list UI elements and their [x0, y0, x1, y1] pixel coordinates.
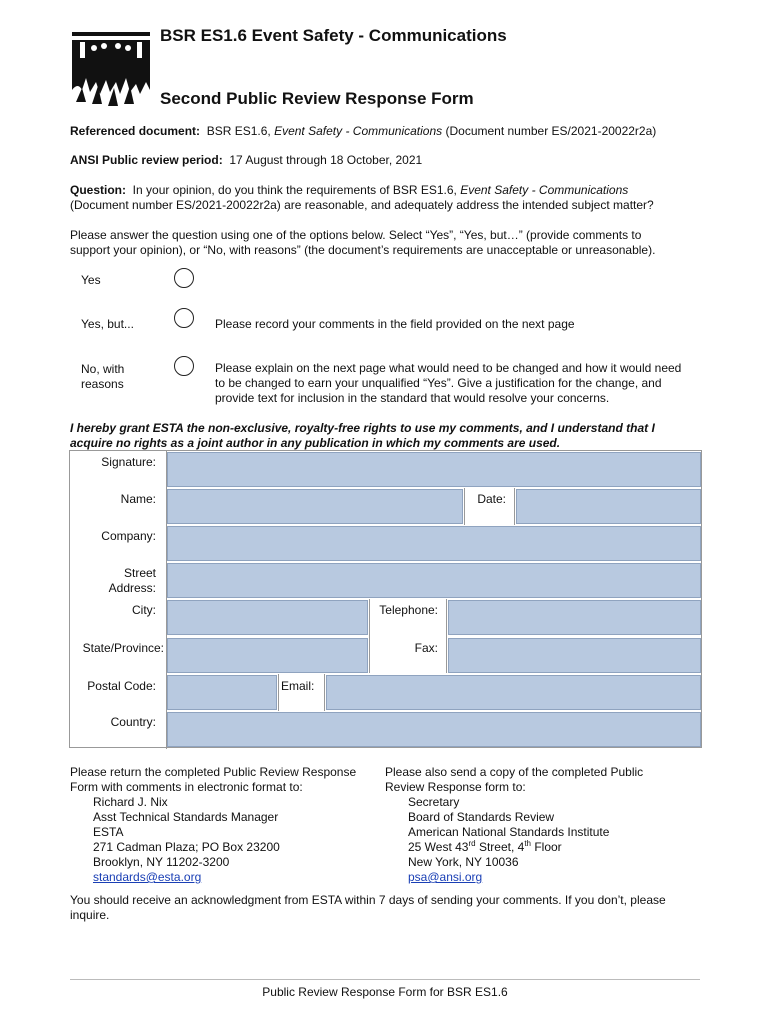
- return-instructions-ansi: Please also send a copy of the completed Public Review Response form to: Secretary Board of Standards Review American National Standards Institute 25 West 43rd Street, 4th Floor New York, NY 10036 psa@ansi.org: [385, 765, 705, 885]
- contact-form: [69, 450, 702, 748]
- review-period: ANSI Public review period: 17 August through 18 October, 2021: [70, 153, 423, 167]
- state-province-label: State/Province:: [82, 641, 164, 655]
- company-label: Company:: [101, 529, 156, 543]
- telephone-field[interactable]: [448, 600, 701, 635]
- state-province-field[interactable]: [167, 638, 368, 673]
- page-title: BSR ES1.6 Event Safety - Communications: [160, 26, 507, 45]
- signature-field[interactable]: [167, 452, 701, 487]
- name-field[interactable]: [167, 489, 463, 524]
- street-address-label: Street Address:: [108, 566, 156, 595]
- postal-code-label: Postal Code:: [87, 679, 156, 693]
- ansi-board: Board of Standards Review: [408, 810, 555, 824]
- name-label: Name:: [120, 492, 156, 506]
- ansi-contact-title: Secretary: [408, 795, 460, 809]
- esta-city: Brooklyn, NY 11202-3200: [93, 855, 230, 869]
- esta-email-link[interactable]: standards@esta.org: [93, 870, 202, 884]
- return-instructions-esta: Please return the completed Public Review Response Form with comments in electronic format to: Richard J. Nix Asst Technical Standards Manager ESTA 271 Cadman Plaza; PO Box 23200 Brooklyn, NY 11202-3200 standards@esta.org: [70, 765, 380, 885]
- page-subtitle: Second Public Review Response Form: [160, 89, 474, 108]
- page-footer: Public Review Response Form for BSR ES1.6: [262, 985, 508, 999]
- email-label: Email:: [281, 679, 315, 693]
- option-no-description: Please explain on the next page what would need to be changed and how it would need to be changed to earn your unqualified “Yes”. Give a justification for the change, and provide text for inclusion in the standard that would resolve your concerns.: [215, 361, 682, 405]
- option-yes-radio[interactable]: [174, 268, 194, 288]
- instructions: Please answer the question using one of the options below. Select “Yes”, “Yes, but…” (provide comments to support your opinion), or “No, with reasons” (the document’s requirements are unacceptable or unreasonable).: [70, 228, 656, 257]
- telephone-label: Telephone:: [379, 603, 438, 617]
- esta-logo-image: [72, 32, 150, 110]
- esta-contact-title: Asst Technical Standards Manager: [93, 810, 279, 824]
- ansi-email-link[interactable]: psa@ansi.org: [408, 870, 483, 884]
- fax-label: Fax:: [414, 641, 438, 655]
- rights-grant-statement: I hereby grant ESTA the non-exclusive, royalty-free rights to use my comments, and I understand that I acquire no rights as a joint author in any publication in which my comments are used.: [70, 421, 655, 450]
- signature-label: Signature:: [101, 455, 156, 469]
- country-label: Country:: [110, 715, 156, 729]
- fax-field[interactable]: [448, 638, 701, 673]
- esta-contact-name: Richard J. Nix: [93, 795, 168, 809]
- option-yes-but-description: Please record your comments in the field provided on the next page: [215, 317, 575, 331]
- option-no-label: No, with reasons: [81, 362, 125, 391]
- ansi-street: 25 West 43rd Street, 4th Floor: [408, 839, 562, 854]
- question: Question: In your opinion, do you think the requirements of BSR ES1.6, Event Safety - Communications (Document number ES/2021-20022r2a) are reasonable, and adequately address the intended subject matter?: [70, 183, 654, 212]
- postal-code-field[interactable]: [167, 675, 277, 710]
- option-no-radio[interactable]: [174, 356, 194, 376]
- option-yes-but-label: Yes, but...: [81, 317, 134, 331]
- city-label: City:: [132, 603, 156, 617]
- option-yes-label: Yes: [81, 273, 101, 287]
- esta-street: 271 Cadman Plaza; PO Box 23200: [93, 840, 280, 854]
- email-field[interactable]: [326, 675, 701, 710]
- option-yes-but-radio[interactable]: [174, 308, 194, 328]
- date-field[interactable]: [516, 489, 701, 524]
- footer-divider: [70, 979, 700, 980]
- street-address-field[interactable]: [167, 563, 701, 598]
- ansi-org: American National Standards Institute: [408, 825, 610, 839]
- country-field[interactable]: [167, 712, 701, 747]
- date-label: Date:: [477, 492, 506, 506]
- acknowledgment-note: You should receive an acknowledgment from ESTA within 7 days of sending your comments. If you don’t, please inquire.: [70, 893, 666, 922]
- ansi-city: New York, NY 10036: [408, 855, 519, 869]
- esta-org: ESTA: [93, 825, 124, 839]
- company-field[interactable]: [167, 526, 701, 561]
- referenced-document: Referenced document: BSR ES1.6, Event Safety - Communications (Document number ES/2021-20022r2a): [70, 124, 657, 138]
- city-field[interactable]: [167, 600, 368, 635]
